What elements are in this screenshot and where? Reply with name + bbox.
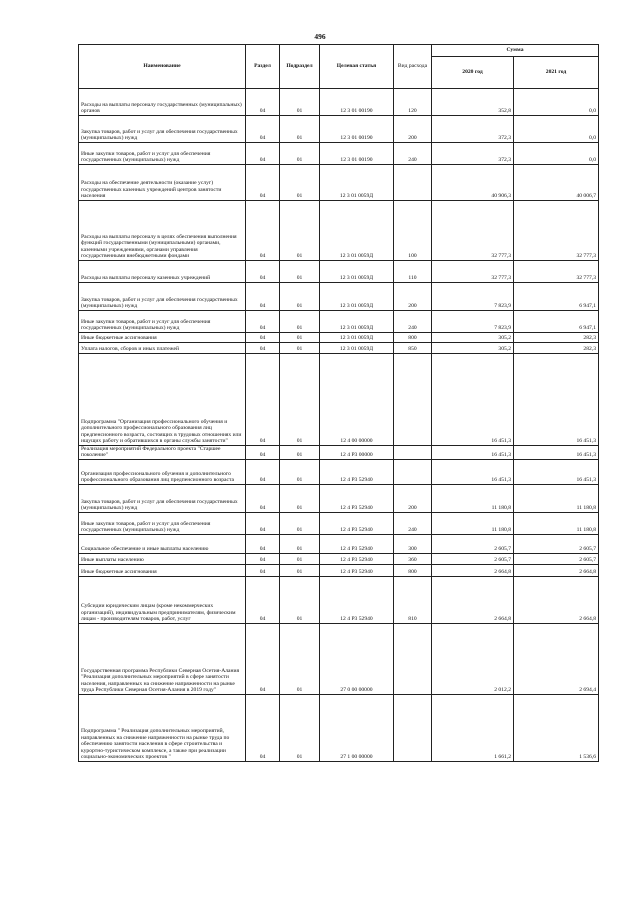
- row-2020: 352,8: [432, 89, 514, 116]
- row-target: 12 4 P3 52940: [320, 485, 394, 513]
- table-row: [79, 343, 599, 354]
- row-target: 12 3 01 0059Д: [320, 261, 394, 283]
- table-row: [79, 311, 599, 333]
- row-2021: 2 664,8: [514, 565, 599, 577]
- row-razdel: 04: [246, 554, 280, 565]
- table-row: [79, 460, 599, 485]
- row-razdel: 04: [246, 343, 280, 354]
- row-razdel: 04: [246, 89, 280, 116]
- row-razdel: 04: [246, 261, 280, 283]
- row-vid: 800: [394, 333, 432, 343]
- table-row: [79, 513, 599, 535]
- row-vid: 200: [394, 283, 432, 311]
- row-name-text: Иные закупки товаров, работ и услуг для обеспечения государственных (муниципальных) нужд: [81, 520, 211, 534]
- row-2020: 372,3: [432, 116, 514, 143]
- row-vid: 200: [394, 485, 432, 513]
- row-name: [79, 446, 246, 460]
- row-2020: 32 777,3: [432, 261, 514, 283]
- row-target: 12 3 01 0059Д: [320, 165, 394, 201]
- row-2020: 16 451,3: [432, 446, 514, 460]
- row-name-text: Иные бюджетные ассигнования: [81, 335, 157, 342]
- table-row: [79, 333, 599, 343]
- row-2021: 2 664,8: [514, 577, 599, 624]
- table-row: [79, 554, 599, 565]
- row-2020: 372,3: [432, 143, 514, 165]
- header-sum: Сумма: [432, 45, 599, 57]
- table-row: [79, 283, 599, 311]
- row-name: [79, 460, 246, 485]
- row-podrazdel: 01: [280, 565, 320, 577]
- row-vid: [394, 460, 432, 485]
- row-name-text: Подпрограмма " Реализация дополнительных мероприятий, направленных на снижение напряженности на рынке труда по обеспечению занятости населения в сфере строительства и курортно-туристическом комплексе, а также при реализации социально-экономических проектов ": [81, 728, 230, 761]
- row-podrazdel: 01: [280, 577, 320, 624]
- row-vid: [394, 695, 432, 762]
- row-name: [79, 283, 246, 311]
- row-podrazdel: 01: [280, 535, 320, 554]
- row-podrazdel: 01: [280, 695, 320, 762]
- row-razdel: 04: [246, 624, 280, 695]
- row-vid: 800: [394, 565, 432, 577]
- row-name-text: Субсидии юридическим лицам (кроме некоммерческих организаций), индивидуальным предпринимателям, физическим лицам - производителям товаров, работ, услуг: [81, 603, 236, 623]
- row-podrazdel: 01: [280, 143, 320, 165]
- row-target: 27 0 00 00000: [320, 624, 394, 695]
- row-2020: 2 605,7: [432, 535, 514, 554]
- row-2021: 32 777,3: [514, 201, 599, 261]
- row-2021: 6 947,1: [514, 283, 599, 311]
- row-2021: 32 777,3: [514, 261, 599, 283]
- row-target: 12 3 01 00190: [320, 143, 394, 165]
- row-vid: [394, 446, 432, 460]
- row-target: 12 4 P3 52940: [320, 554, 394, 565]
- row-name-text: Расходы на выплаты персоналу в целях обеспечения выполнения функций государственными (муниципальными) органами, казенными учреждениями, органами управления государственными внебюджетными фондами: [81, 233, 237, 260]
- table-row: [79, 624, 599, 695]
- row-name: [79, 165, 246, 201]
- header-2020: 2020 год: [432, 57, 514, 89]
- row-name: [79, 143, 246, 165]
- table-row: [79, 116, 599, 143]
- row-podrazdel: 01: [280, 89, 320, 116]
- header-vid: Вид расхода: [394, 45, 432, 89]
- header-name: Наименование: [79, 45, 246, 89]
- row-target: 12 3 01 00190: [320, 116, 394, 143]
- row-vid: [394, 354, 432, 446]
- row-vid: 200: [394, 116, 432, 143]
- row-target: 12 4 P3 52940: [320, 577, 394, 624]
- row-2020: 7 823,9: [432, 283, 514, 311]
- row-2021: 282,3: [514, 343, 599, 354]
- table-row: [79, 143, 599, 165]
- row-name-text: Иные бюджетные ассигнования: [81, 569, 157, 576]
- page-number: 496: [314, 32, 326, 41]
- row-name-text: Иные закупки товаров, работ и услуг для обеспечения государственных (муниципальных) нужд: [81, 150, 211, 164]
- budget-table: [78, 44, 599, 762]
- row-target: 12 3 01 0059Д: [320, 343, 394, 354]
- row-name-text: Уплата налогов, сборов и иных платежей: [81, 346, 179, 353]
- row-2020: 2 664,8: [432, 565, 514, 577]
- row-2021: 0,0: [514, 116, 599, 143]
- row-2021: 0,0: [514, 89, 599, 116]
- row-target: 12 4 P3 00000: [320, 446, 394, 460]
- row-name: [79, 354, 246, 446]
- row-2020: 16 451,3: [432, 354, 514, 446]
- row-target: 12 4 P3 52940: [320, 565, 394, 577]
- row-2021: 2 605,7: [514, 535, 599, 554]
- row-target: 12 3 01 0059Д: [320, 283, 394, 311]
- row-name-text: Иные выплаты населению: [81, 557, 144, 564]
- row-2020: 32 777,3: [432, 201, 514, 261]
- row-podrazdel: 01: [280, 554, 320, 565]
- header-razdel: Раздел: [246, 45, 280, 89]
- row-2020: 305,2: [432, 343, 514, 354]
- row-name: [79, 311, 246, 333]
- row-podrazdel: 01: [280, 283, 320, 311]
- row-vid: 810: [394, 577, 432, 624]
- row-name: [79, 565, 246, 577]
- row-2020: 40 906,3: [432, 165, 514, 201]
- row-name: [79, 333, 246, 343]
- row-razdel: 04: [246, 485, 280, 513]
- row-2021: 0,0: [514, 143, 599, 165]
- row-2021: 16 451,3: [514, 460, 599, 485]
- row-podrazdel: 01: [280, 485, 320, 513]
- row-name: [79, 554, 246, 565]
- table-row: [79, 577, 599, 624]
- row-podrazdel: 01: [280, 333, 320, 343]
- row-podrazdel: 01: [280, 513, 320, 535]
- table-row: [79, 165, 599, 201]
- row-razdel: 04: [246, 354, 280, 446]
- row-razdel: 04: [246, 143, 280, 165]
- row-2020: 2 012,2: [432, 624, 514, 695]
- row-name: [79, 577, 246, 624]
- row-2021: 11 180,8: [514, 485, 599, 513]
- row-2020: 1 661,2: [432, 695, 514, 762]
- table-row: [79, 354, 599, 446]
- row-name: [79, 261, 246, 283]
- row-target: 12 3 01 0059Д: [320, 311, 394, 333]
- table-row: [79, 201, 599, 261]
- row-target: 12 3 01 00190: [320, 89, 394, 116]
- row-name-text: Подпрограмма "Организация профессионального обучения и дополнительного профессионального образования лиц предпенсионного возраста, состоящих в трудовых отношениях или ищущих работу и обратившихся в органы службы занятости": [81, 418, 242, 445]
- row-name: [79, 513, 246, 535]
- table-row: [79, 695, 599, 762]
- row-vid: 120: [394, 89, 432, 116]
- row-2020: 11 180,8: [432, 513, 514, 535]
- table-row: [79, 485, 599, 513]
- row-target: 27 1 00 00000: [320, 695, 394, 762]
- row-name-text: Расходы на обеспечение деятельности (оказание услуг) государственных казенных учреждений центров занятости населения: [81, 180, 222, 200]
- row-target: 12 4 P3 52940: [320, 460, 394, 485]
- row-vid: 850: [394, 343, 432, 354]
- row-name: [79, 485, 246, 513]
- header-target: Целевая статья: [320, 45, 394, 89]
- table-row: [79, 535, 599, 554]
- row-razdel: 04: [246, 201, 280, 261]
- row-razdel: 04: [246, 565, 280, 577]
- row-podrazdel: 01: [280, 201, 320, 261]
- row-razdel: 04: [246, 116, 280, 143]
- row-vid: 100: [394, 201, 432, 261]
- row-podrazdel: 01: [280, 354, 320, 446]
- row-name: [79, 624, 246, 695]
- table-row: [79, 89, 599, 116]
- row-name: [79, 343, 246, 354]
- row-2021: 40 006,7: [514, 165, 599, 201]
- row-razdel: 04: [246, 311, 280, 333]
- row-name-text: Реализация мероприятий Федерального проекта "Старшее поколение": [81, 445, 221, 459]
- row-2020: 2 605,7: [432, 554, 514, 565]
- row-2021: 2 694,4: [514, 624, 599, 695]
- header-podrazdel: Подраздел: [280, 45, 320, 89]
- row-name: [79, 201, 246, 261]
- row-name-text: Закупка товаров, работ и услуг для обеспечения государственных (муниципальных) нужд: [81, 128, 238, 142]
- row-vid: 240: [394, 311, 432, 333]
- row-vid: 240: [394, 513, 432, 535]
- row-podrazdel: 01: [280, 311, 320, 333]
- row-podrazdel: 01: [280, 624, 320, 695]
- row-name-text: Иные закупки товаров, работ и услуг для обеспечения государственных (муниципальных) нужд: [81, 318, 211, 332]
- row-razdel: 04: [246, 446, 280, 460]
- header-2021: 2021 год: [514, 57, 599, 89]
- row-2020: 11 180,8: [432, 485, 514, 513]
- row-2020: 7 823,9: [432, 311, 514, 333]
- table-row: [79, 446, 599, 460]
- row-podrazdel: 01: [280, 261, 320, 283]
- row-vid: [394, 624, 432, 695]
- row-name-text: Расходы на выплаты персоналу государственных (муниципальных) органов: [81, 101, 242, 115]
- row-razdel: 04: [246, 695, 280, 762]
- row-2021: 16 451,3: [514, 354, 599, 446]
- row-2021: 11 180,8: [514, 513, 599, 535]
- row-2020: 16 451,3: [432, 460, 514, 485]
- row-razdel: 04: [246, 283, 280, 311]
- row-name: [79, 116, 246, 143]
- row-podrazdel: 01: [280, 446, 320, 460]
- row-vid: 240: [394, 143, 432, 165]
- row-razdel: 04: [246, 577, 280, 624]
- row-razdel: 04: [246, 333, 280, 343]
- row-target: 12 3 01 0059Д: [320, 333, 394, 343]
- row-name: [79, 535, 246, 554]
- row-razdel: 04: [246, 535, 280, 554]
- row-name-text: Расходы на выплаты персоналу казенных учреждений: [81, 275, 211, 282]
- row-target: 12 4 P3 52940: [320, 535, 394, 554]
- table-row: [79, 261, 599, 283]
- row-2021: 2 605,7: [514, 554, 599, 565]
- row-2021: 1 536,6: [514, 695, 599, 762]
- row-name-text: Социальное обеспечение и иные выплаты населению: [81, 546, 209, 553]
- row-target: 12 4 P3 52940: [320, 513, 394, 535]
- row-2021: 6 947,1: [514, 311, 599, 333]
- row-2021: 16 451,3: [514, 446, 599, 460]
- row-name-text: Закупка товаров, работ и услуг для обеспечения государственных (муниципальных) нужд: [81, 498, 238, 512]
- row-podrazdel: 01: [280, 116, 320, 143]
- row-2021: 282,3: [514, 333, 599, 343]
- row-podrazdel: 01: [280, 165, 320, 201]
- row-razdel: 04: [246, 513, 280, 535]
- row-2020: 305,2: [432, 333, 514, 343]
- row-vid: 110: [394, 261, 432, 283]
- table-row: [79, 565, 599, 577]
- row-name-text: Государственная программа Республики Северная Осетия-Алания "Реализация дополнительных мероприятий в сфере занятости населения, направленных на снижение напряженности на рынке труда Республики Северная Осетия-Алания в 2019 году": [81, 667, 240, 694]
- row-podrazdel: 01: [280, 460, 320, 485]
- row-2020: 2 664,8: [432, 577, 514, 624]
- row-podrazdel: 01: [280, 343, 320, 354]
- table-body: [79, 89, 599, 762]
- row-vid: 300: [394, 535, 432, 554]
- row-name-text: Организация профессионального обучения и дополнительного профессионального образования лиц предпенсионного возраста: [81, 470, 234, 484]
- row-name: [79, 695, 246, 762]
- row-name-text: Закупка товаров, работ и услуг для обеспечения государственных (муниципальных) нужд: [81, 296, 238, 310]
- row-target: 12 3 01 0059Д: [320, 201, 394, 261]
- row-razdel: 04: [246, 165, 280, 201]
- row-target: 12 4 00 00000: [320, 354, 394, 446]
- row-vid: [394, 165, 432, 201]
- row-vid: 360: [394, 554, 432, 565]
- row-razdel: 04: [246, 460, 280, 485]
- row-name: [79, 89, 246, 116]
